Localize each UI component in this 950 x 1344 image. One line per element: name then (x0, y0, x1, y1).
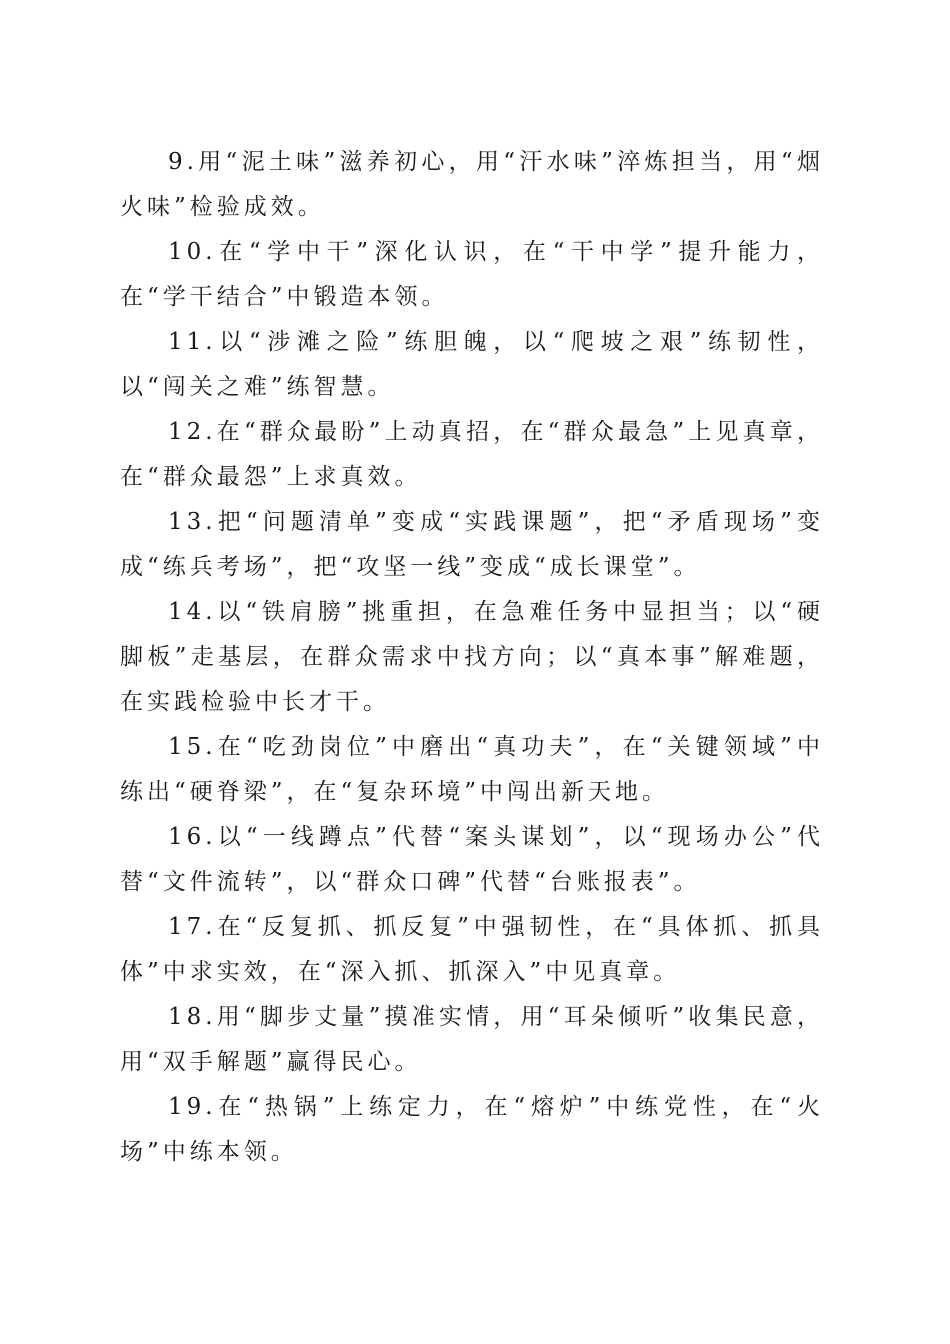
paragraph-item-10: 10.在“学中干”深化认识，在“干中学”提升能力，在“学干结合”中锻造本领。 (120, 239, 824, 310)
paragraph-item-19: 19.在“热锅”上练定力，在“熔炉”中练党性，在“火场”中练本领。 (120, 1094, 824, 1165)
paragraph-item-16: 16.以“一线蹲点”代替“案头谋划”，以“现场办公”代替“文件流转”，以“群众口碑”代替“台账报表”。 (120, 824, 824, 895)
paragraph-item-15: 15.在“吃劲岗位”中磨出“真功夫”，在“关键领域”中练出“硬脊梁”，在“复杂环境”中闯出新天地。 (120, 734, 824, 805)
paragraph-item-18: 18.用“脚步丈量”摸准实情，用“耳朵倾听”收集民意，用“双手解题”赢得民心。 (120, 1004, 824, 1075)
paragraph-item-9: 9.用“泥土味”滋养初心，用“汗水味”淬炼担当，用“烟火味”检验成效。 (120, 149, 824, 220)
paragraph-item-14: 14.以“铁肩膀”挑重担，在急难任务中显担当；以“硬脚板”走基层，在群众需求中找方向；以“真本事”解难题，在实践检验中长才干。 (120, 599, 824, 715)
paragraph-item-12: 12.在“群众最盼”上动真招，在“群众最急”上见真章，在“群众最怨”上求真效。 (120, 419, 824, 490)
paragraph-item-11: 11.以“涉滩之险”练胆魄，以“爬坡之艰”练韧性，以“闯关之难”练智慧。 (120, 329, 824, 400)
document-body (120, 140, 824, 1175)
paragraph-item-17: 17.在“反复抓、抓反复”中强韧性，在“具体抓、抓具体”中求实效，在“深入抓、抓深入”中见真章。 (120, 914, 824, 985)
paragraph-item-13: 13.把“问题清单”变成“实践课题”，把“矛盾现场”变成“练兵考场”，把“攻坚一线”变成“成长课堂”。 (120, 509, 824, 580)
